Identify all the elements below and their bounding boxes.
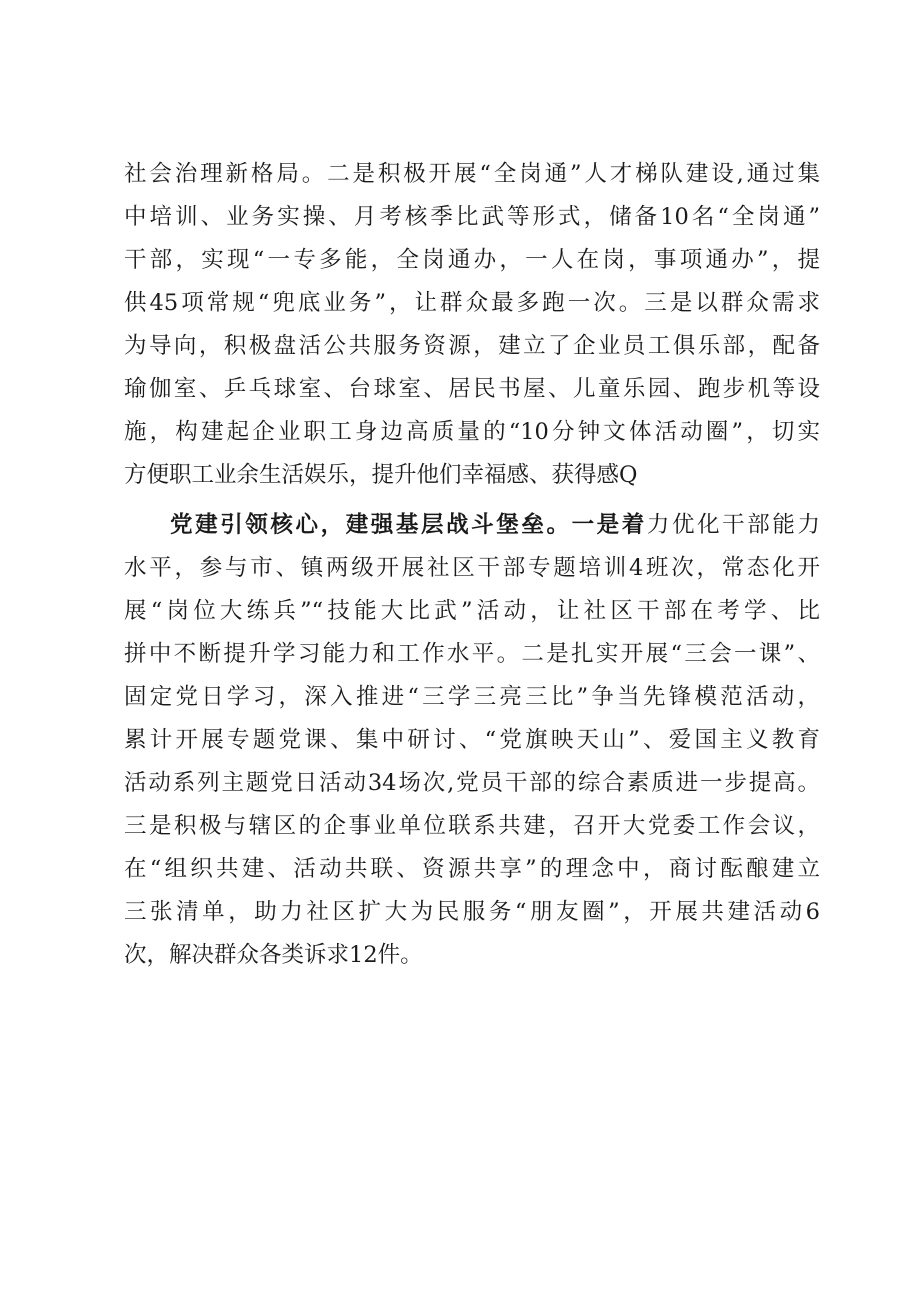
paragraph-2-first-line <box>170 510 820 540</box>
text-line: 展“岗位大练兵”“技能大比武”活动，让社区干部在考学、比 <box>124 598 820 624</box>
text-line: 拼中不断提升学习能力和工作水平。二是扎实开展“三会一课”、 <box>124 641 820 667</box>
text-line: 固定党日学习，深入推进“三学三亮三比”争当先锋模范活动， <box>124 684 820 710</box>
text-line: 累计开展专题党课、集中研讨、“党旗映天山”、爱国主义教育 <box>124 727 820 753</box>
paragraph-heading: 党建引领核心，建强基层战斗堡垒。一是着 <box>170 512 647 538</box>
text-line: 活动系列主题党日活动34场次,党员干部的综合素质进一步提高。 <box>124 770 820 796</box>
text-line: 次，解决群众各类诉求12件。 <box>124 942 423 968</box>
text-line: 三张清单，助力社区扩大为民服务“朋友圈”，开展共建活动6 <box>124 899 820 925</box>
text-line: 干部，实现“一专多能，全岗通办，一人在岗，事项通办”，提 <box>124 247 820 273</box>
text-line: 为导向，积极盘活公共服务资源，建立了企业员工俱乐部，配备 <box>124 333 820 359</box>
text-line: 瑜伽室、乒乓球室、台球室、居民书屋、儿童乐园、跑步机等设 <box>124 376 820 402</box>
text-line: 三是积极与辖区的企事业单位联系共建，召开大党委工作会议， <box>124 813 820 839</box>
text-line: 在“组织共建、活动共联、资源共享”的理念中，商讨酝酿建立 <box>124 856 820 882</box>
text-line: 方便职工业余生活娱乐，提升他们幸福感、获得感Q <box>124 462 638 488</box>
text-line: 施，构建起企业职工身边高质量的“10分钟文体活动圈”，切实 <box>124 419 820 445</box>
text-span: 力优化干部能力 <box>646 512 820 538</box>
text-line: 水平，参与市、镇两级开展社区干部专题培训4班次，常态化开 <box>124 555 820 581</box>
text-line: 社会治理新格局。二是积极开展“全岗通”人才梯队建设,通过集 <box>124 161 820 187</box>
text-line: 供45项常规“兜底业务”，让群众最多跑一次。三是以群众需求 <box>124 290 820 316</box>
text-line: 中培训、业务实操、月考核季比武等形式，储备10名“全岗通” <box>124 204 820 230</box>
